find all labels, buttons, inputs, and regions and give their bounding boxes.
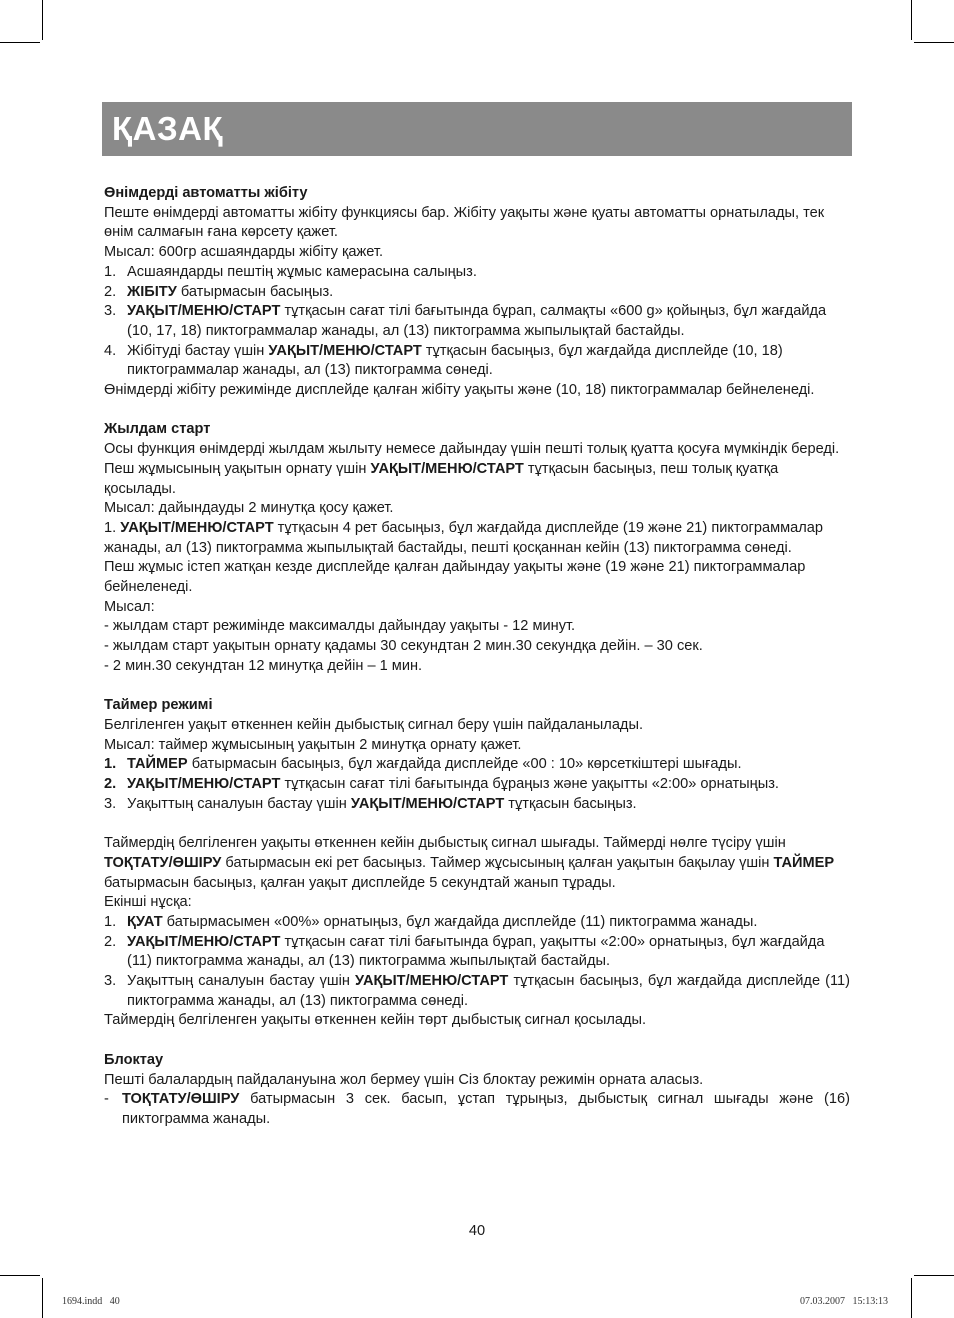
crop-mark bbox=[911, 0, 912, 40]
crop-mark bbox=[0, 42, 40, 43]
crop-mark bbox=[42, 1278, 43, 1318]
paragraph: Осы функция өнімдерді жылдам жылыту немесе дайындау үшін пешті толық қуатта қосуға мүмкіндік береді. Пеш жұмысының уақытын орнату үшін УАҚЫТ/МЕНЮ/СТАРТ тұтқасын басыңыз, пеш толық қуатқа қосылады. bbox=[104, 441, 840, 497]
paragraph: Мысал: 600гр асшаяндарды жібіту қажет. bbox=[104, 244, 384, 261]
paragraph: - 2 мин.30 секундтан 12 минутқа дейін – 1 мин. bbox=[104, 657, 423, 674]
paragraph: Таймердің белгіленген уақыты өткеннен кейін дыбыстық сигнал шығады. Таймерді нөлге түсіру үшін ТОҚТАТУ/ӨШІРУ батырмасын екі рет басыңыз. Таймер жұсысының қалған уақытын бақылау үшін ТАЙМЕР батырмасын басыңыз, қалған уақыт дисплейде 5 секундтай жанып тұрады. bbox=[104, 835, 835, 891]
section-heading-auto-defrost: Өнімдерді автоматты жібіту bbox=[104, 185, 308, 201]
list-item: - ТОҚТАТУ/ӨШІРУ батырмасын 3 сек. басып, ұстап тұрыңыз, дыбыстық сигнал шығады және (16) пиктограмма жанады. bbox=[104, 1091, 850, 1127]
list-item: 1. ТАЙМЕР батырмасын басыңыз, бұл жағдайда дисплейде «00 : 10» көрсеткіштері шығады. bbox=[104, 756, 742, 773]
section-heading-timer: Таймер режимі bbox=[104, 697, 213, 714]
paragraph: Екінші нұсқа: bbox=[104, 894, 192, 911]
paragraph: Мысал: bbox=[104, 598, 155, 615]
page-number: 40 bbox=[468, 1223, 486, 1239]
crop-mark bbox=[0, 1275, 40, 1276]
slug-timestamp: 07.03.2007 15:13:13 bbox=[799, 1296, 888, 1307]
crop-mark bbox=[911, 1278, 912, 1318]
list-item: 1. Асшаяндарды пештің жұмыс камерасына салыңыз. bbox=[104, 263, 477, 280]
list-item: 3. УАҚЫТ/МЕНЮ/СТАРТ тұтқасын сағат тілі бағытында бұрап, салмақты «600 g» қойыңыз, бұл жағдайда (10, 17, 18) пиктограммалар жанады, ал (13) пиктограмма жыпылықтай бастайды. bbox=[104, 303, 827, 339]
paragraph: Мысал: дайындауды 2 минутқа қосу қажет. bbox=[104, 500, 394, 517]
crop-mark bbox=[914, 1275, 954, 1276]
page-content bbox=[104, 184, 850, 1130]
paragraph: Пешті балалардың пайдалануына жол бермеу үшін Сіз блоктау режимін орната аласыз. bbox=[104, 1071, 704, 1088]
paragraph: Белгіленген уақыт өткеннен кейін дыбыстық сигнал беру үшін пайдаланылады. bbox=[104, 716, 643, 733]
crop-mark bbox=[42, 0, 43, 40]
list-item: 2. ЖІБІТУ батырмасын басыңыз. bbox=[104, 283, 334, 300]
list-item: 2. УАҚЫТ/МЕНЮ/СТАРТ тұтқасын сағат тілі бағытында бұраңыз және уақытты «2:00» орнатыңыз. bbox=[104, 776, 779, 793]
paragraph: Өнімдерді жібіту режимінде дисплейде қалған жібіту уақыты және (10, 18) пиктограммалар бейнеленеді. bbox=[104, 382, 815, 399]
list-item: 3. Уақыттың саналуын бастау үшін УАҚЫТ/МЕНЮ/СТАРТ тұтқасын басыңыз, бұл жағдайда дисплейде (11) пиктограмма жанады, ал (13) пиктограмма сөнеді. bbox=[104, 973, 851, 1009]
paragraph: - жылдам старт режимінде максималды дайындау уақыты - 12 минут. bbox=[104, 618, 576, 635]
slug-file-info: 1694.indd 40 bbox=[62, 1296, 120, 1307]
section-heading-lock: Блоктау bbox=[104, 1051, 164, 1068]
list-item: 3. Уақыттың саналуын бастау үшін УАҚЫТ/МЕНЮ/СТАРТ тұтқасын басыңыз. bbox=[104, 795, 637, 812]
paragraph: - жылдам старт уақытын орнату қадамы 30 секундтан 2 мин.30 секундқа дейін. – 30 сек. bbox=[104, 638, 703, 655]
paragraph: Пеште өнімдерді автоматты жібіту функциясы бар. Жібіту уақыты және қуаты автоматты орнатылады, тек өнім салмағын ғана көрсету қажет. bbox=[104, 204, 825, 241]
section-heading-quick-start: Жылдам старт bbox=[104, 421, 211, 438]
section-title: ҚАЗАҚ bbox=[112, 110, 224, 147]
paragraph: Мысал: таймер жұмысының уақытын 2 минутқа орнату қажет. bbox=[104, 736, 522, 753]
list-item: 2. УАҚЫТ/МЕНЮ/СТАРТ тұтқасын сағат тілі бағытында бұрап, уақытты «2:00» орнатыңыз, бұл жағдайда (11) пиктограмма жанады, ал (13) пиктограмма жыпылықтай бастайды. bbox=[104, 933, 825, 970]
list-item: 4. Жібітуді бастау үшін УАҚЫТ/МЕНЮ/СТАРТ тұтқасын басыңыз, бұл жағдайда дисплейде (10, 18) пиктограммалар жанады, ал (13) пиктограмма сөнеді. bbox=[104, 342, 783, 379]
paragraph: Таймердің белгіленген уақыты өткеннен кейін төрт дыбыстық сигнал қосылады. bbox=[104, 1012, 647, 1029]
section-banner bbox=[102, 102, 852, 156]
paragraph: 1. УАҚЫТ/МЕНЮ/СТАРТ тұтқасын 4 рет басыңыз, бұл жағдайда дисплейде (19 және 21) пиктограммалар жанады, ал (13) пиктограмма жыпылықтай бастайды, пешті қосқаннан кейін (13) пиктограмма сөнеді. bbox=[104, 519, 824, 556]
crop-mark bbox=[914, 42, 954, 43]
paragraph: Пеш жұмыс істеп жатқан кезде дисплейде қалған дайындау уақыты және (19 және 21) пиктограммалар бейнеленеді. bbox=[104, 559, 806, 596]
list-item: 1. ҚУАТ батырмасымен «00%» орнатыңыз, бұл жағдайда дисплейде (11) пиктограмма жанады. bbox=[104, 913, 758, 930]
